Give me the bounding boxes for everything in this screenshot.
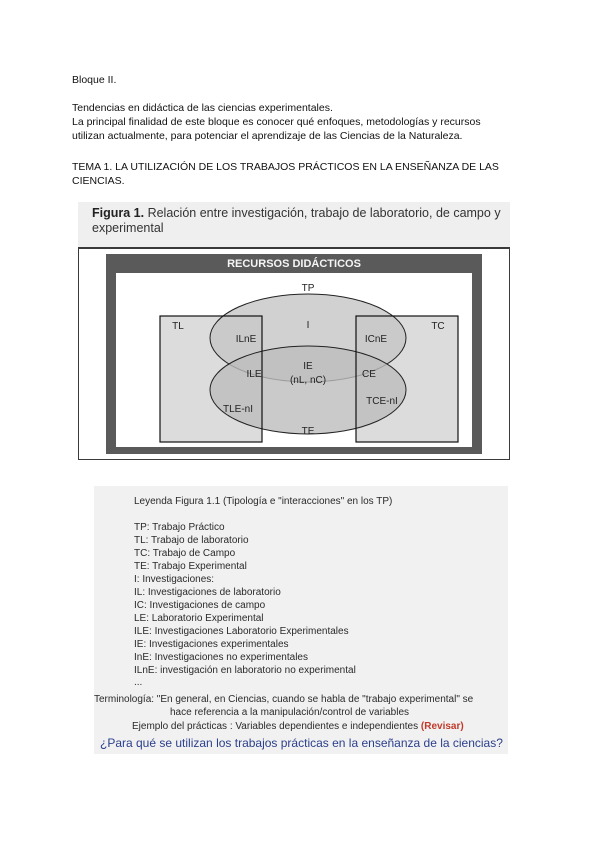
figure-1-caption [92, 206, 502, 236]
label-icne: ICnE [364, 334, 388, 345]
legend-item: TP: Trabajo Práctico [134, 522, 225, 533]
legend-item: InE: Investigaciones no experimentales [134, 652, 308, 663]
label-tle-nl: TLE-nI [222, 404, 254, 415]
legend-item: IL: Investigaciones de laboratorio [134, 587, 281, 598]
legend-item: ILnE: investigación en laboratorio no experimental [134, 665, 356, 676]
revisar-note: (Revisar) [420, 721, 464, 732]
figure-1-caption-text: Relación entre investigación, trabajo de laboratorio, de campo y experimental [92, 206, 501, 235]
legend-title: Leyenda Figura 1.1 (Tipología e "interacciones" en los TP) [134, 496, 393, 507]
legend-item: ILE: Investigaciones Laboratorio Experimentales [134, 626, 349, 637]
purpose-line-2: utilizan actualmente, para potenciar el aprendizaje de las Ciencias de la Naturaleza. [72, 130, 463, 142]
label-i: I [306, 320, 310, 331]
legend-item: TL: Trabajo de laboratorio [134, 535, 249, 546]
terminology-line-1: Terminología: "En general, en Ciencias, cuando se habla de "trabajo experimental" se [94, 694, 474, 705]
legend-item: ... [134, 677, 143, 688]
question-line: ¿Para qué se utilizan los trabajos prácticas en la enseñanza de la ciencias? [100, 736, 503, 750]
legend-item: TC: Trabajo de Campo [134, 548, 236, 559]
tema-title-line-1: TEMA 1. LA UTILIZACIÓN DE LOS TRABAJOS PRÁCTICOS EN LA ENSEÑANZA DE LAS [72, 161, 499, 173]
purpose-line-1: La principal finalidad de este bloque es conocer qué enfoques, metodologías y recursos [72, 116, 481, 128]
label-ie-sub: (nL, nC) [289, 375, 327, 386]
label-ilne: ILnE [235, 334, 257, 345]
label-ile: ILE [246, 369, 262, 380]
label-te: TE [301, 426, 315, 437]
label-tl: TL [172, 321, 184, 332]
tema-title-line-2: CIENCIAS. [72, 175, 125, 187]
label-tp: TP [301, 283, 315, 294]
block-title: Bloque II. [72, 74, 117, 86]
tendencies-heading: Tendencias en didáctica de las ciencias experimentales. [72, 102, 333, 114]
legend-item: LE: Laboratorio Experimental [134, 613, 264, 624]
legend-panel [94, 486, 508, 754]
figure-1-label: Figura 1. [92, 206, 145, 220]
figure-1 [78, 202, 510, 460]
example-text: Ejemplo del prácticas : Variables dependientes e independientes [132, 721, 419, 732]
label-tc: TC [431, 321, 445, 332]
example-line [132, 721, 464, 733]
banner-text: RECURSOS DIDÁCTICOS [227, 258, 361, 270]
label-tce-nl: TCE-nI [366, 396, 398, 407]
label-ce: CE [362, 369, 376, 380]
terminology-line-2: hace referencia a la manipulación/control de variables [170, 707, 410, 718]
legend-item: IE: Investigaciones experimentales [134, 639, 289, 650]
te-ellipse [210, 346, 406, 434]
legend-item: TE: Trabajo Experimental [134, 561, 247, 572]
label-ie: IE [303, 361, 313, 372]
legend-item: I: Investigaciones: [134, 574, 215, 585]
venn-diagram [78, 244, 510, 460]
legend-item: IC: Investigaciones de campo [134, 600, 266, 611]
